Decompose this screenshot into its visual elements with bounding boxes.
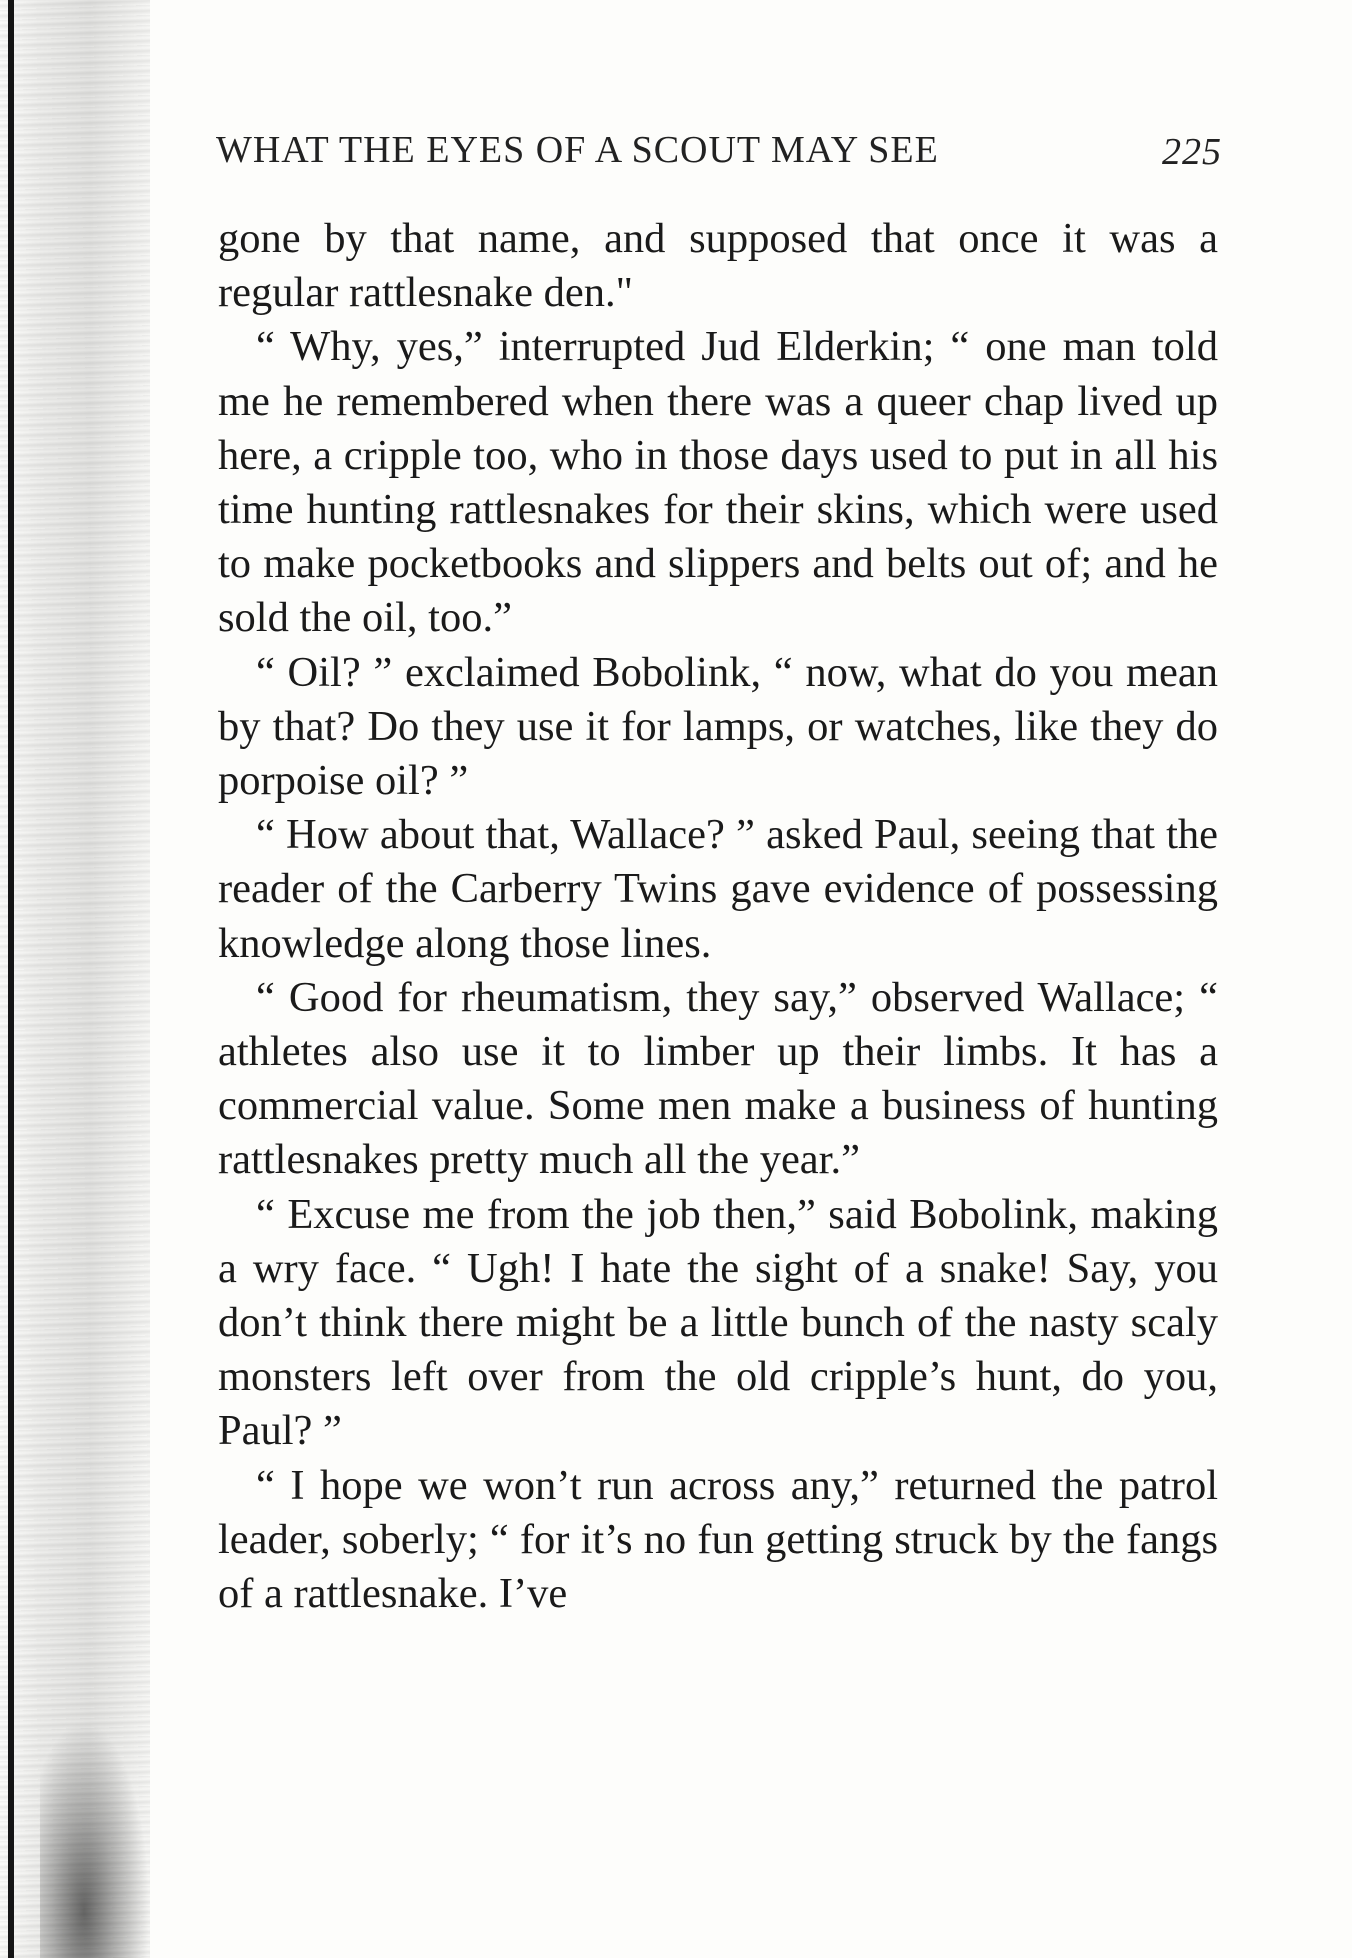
paragraph: “ Oil? ” exclaimed Bobolink, “ now, what do you mean by that? Do they use it for lamps, or watches, like they do porpoise oil? ” (218, 648, 1218, 805)
paragraph: “ Why, yes,” interrupted Jud Elderkin; “ one man told me he remembered when there was a queer chap lived up here, a cripple too, who in those days used to put in all his time hunting rattlesnakes for their skins, which were used to make pocketbooks and slippers and belts out of; and he sold the oil, too.” (218, 323, 1218, 642)
page-header (216, 128, 1222, 180)
page-number: 225 (1162, 131, 1222, 173)
paragraph: gone by that name, and supposed that once it was a regular rattlesnake den." (218, 215, 1218, 317)
paragraph: “ How about that, Wallace? ” asked Paul, seeing that the reader of the Carberry Twins gave evidence of possessing knowledge along those lines. (218, 811, 1218, 967)
body-text (218, 212, 1218, 1621)
book-spine-edge (8, 0, 14, 1958)
paragraph: “ I hope we won’t run across any,” returned the patrol leader, soberly; “ for it’s no fun getting struck by the fangs of a rattlesnake. I’ve (218, 1461, 1218, 1618)
page-gutter-shadow (0, 0, 150, 1958)
running-head: WHAT THE EYES OF A SCOUT MAY SEE (216, 129, 939, 171)
paragraph: “ Good for rheumatism, they say,” observed Wallace; “ athletes also use it to limber up their limbs. It has a commercial value. Some men make a business of hunting rattlesnakes pretty much all the year.” (218, 973, 1218, 1184)
gutter-stain (40, 1720, 150, 1958)
paragraph: “ Excuse me from the job then,” said Bobolink, making a wry face. “ Ugh! I hate the sight of a snake! Say, you don’t think there might be a little bunch of the nasty scaly monsters left over from the old cripple’s hunt, do you, Paul? ” (218, 1190, 1218, 1455)
